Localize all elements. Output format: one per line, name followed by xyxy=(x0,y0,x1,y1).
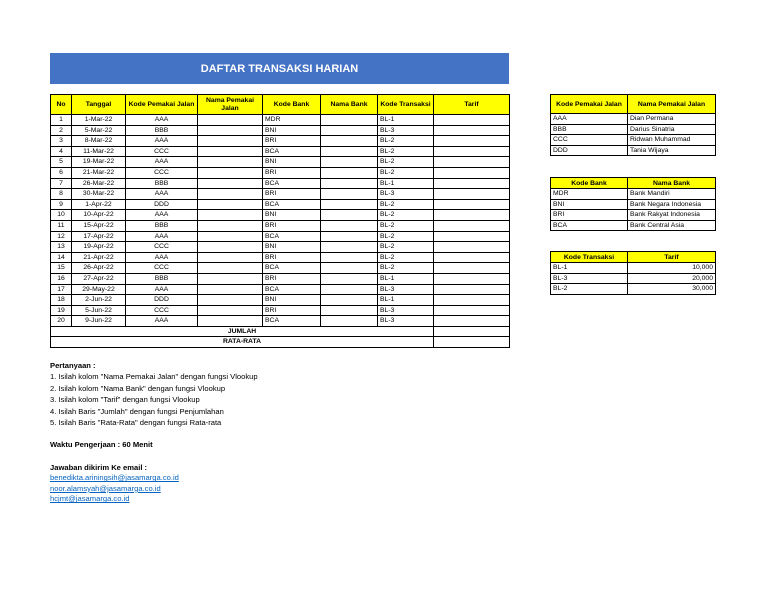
table-row xyxy=(51,189,510,200)
tarif-cell[interactable] xyxy=(434,157,510,168)
user-header-row xyxy=(551,95,716,114)
transaction-code-cell[interactable]: BL-3 xyxy=(378,305,434,316)
transaction-code-cell[interactable]: BL-3 xyxy=(378,284,434,295)
user-code-cell[interactable]: CCC xyxy=(126,167,198,178)
table-row xyxy=(551,124,716,135)
row-number[interactable]: 9 xyxy=(51,199,72,210)
user-name-cell[interactable] xyxy=(198,273,263,284)
user-name-cell[interactable] xyxy=(198,178,263,189)
column-header: Kode Bank xyxy=(263,95,321,115)
table-row xyxy=(551,263,716,274)
value-cell[interactable]: Tania Wijaya xyxy=(628,145,716,156)
transaction-code-cell[interactable]: BL-3 xyxy=(378,189,434,200)
tarif-cell[interactable] xyxy=(434,189,510,200)
column-header: Kode Transaksi xyxy=(551,252,628,263)
user-name-cell[interactable] xyxy=(198,263,263,274)
row-number[interactable]: 11 xyxy=(51,220,72,231)
table-row xyxy=(51,220,510,231)
value-cell[interactable]: 30,000 xyxy=(628,284,716,295)
transaction-body xyxy=(51,115,510,348)
bank-code-cell[interactable]: BNI xyxy=(263,157,321,168)
row-number[interactable]: 5 xyxy=(51,157,72,168)
date-cell[interactable]: 26-Apr-22 xyxy=(72,263,126,274)
row-number[interactable]: 20 xyxy=(51,316,72,327)
bank-name-cell[interactable] xyxy=(321,125,378,136)
average-row-value[interactable] xyxy=(434,337,510,348)
date-cell[interactable]: 27-Apr-22 xyxy=(72,273,126,284)
transaction-header-row xyxy=(51,95,510,115)
average-row-label: RATA-RATA xyxy=(51,337,434,348)
tarif-cell[interactable] xyxy=(434,199,510,210)
sum-row-value[interactable] xyxy=(434,326,510,337)
table-row xyxy=(51,210,510,221)
bank-code-cell[interactable]: BCA xyxy=(263,263,321,274)
column-header: Tarif xyxy=(628,252,716,263)
sum-row xyxy=(51,326,510,337)
value-cell[interactable]: Bank Rakyat Indonesia xyxy=(628,210,716,221)
date-cell[interactable]: 5-Mar-22 xyxy=(72,125,126,136)
bank-name-cell[interactable] xyxy=(321,115,378,126)
table-row xyxy=(551,199,716,210)
transaction-code-cell[interactable]: BL-2 xyxy=(378,199,434,210)
tarif-cell[interactable] xyxy=(434,231,510,242)
bank-name-cell[interactable] xyxy=(321,136,378,147)
row-number[interactable]: 12 xyxy=(51,231,72,242)
tarif-cell[interactable] xyxy=(434,295,510,306)
table-row xyxy=(51,199,510,210)
question-item: 4. Isilah Baris "Jumlah" dengan fungsi Penjumlahan xyxy=(50,406,224,416)
table-row xyxy=(51,167,510,178)
user-name-cell[interactable] xyxy=(198,316,263,327)
row-number[interactable]: 16 xyxy=(51,273,72,284)
user-code-cell[interactable]: CCC xyxy=(126,305,198,316)
date-cell[interactable]: 2-Jun-22 xyxy=(72,295,126,306)
email-link[interactable]: benedikta.ariningsih@jasamarga.co.id xyxy=(50,473,179,483)
bank-code-cell[interactable]: BNI xyxy=(263,295,321,306)
tarif-cell[interactable] xyxy=(434,220,510,231)
table-row xyxy=(551,135,716,146)
row-number[interactable]: 1 xyxy=(51,115,72,126)
table-row xyxy=(551,284,716,295)
user-code-cell[interactable]: AAA xyxy=(126,252,198,263)
user-body xyxy=(551,114,716,156)
bank-body xyxy=(551,189,716,231)
user-name-cell[interactable] xyxy=(198,252,263,263)
user-name-cell[interactable] xyxy=(198,305,263,316)
value-cell[interactable]: Bank Mandiri xyxy=(628,189,716,200)
bank-name-cell[interactable] xyxy=(321,231,378,242)
table-row xyxy=(51,273,510,284)
transaction-code-cell[interactable]: BL-1 xyxy=(378,295,434,306)
transaction-code-cell[interactable]: BL-2 xyxy=(378,231,434,242)
sheet-title: DAFTAR TRANSAKSI HARIAN xyxy=(50,53,509,84)
bank-name-cell[interactable] xyxy=(321,242,378,253)
user-code-cell[interactable]: AAA xyxy=(126,189,198,200)
user-code-cell[interactable]: AAA xyxy=(126,316,198,327)
table-row xyxy=(551,189,716,200)
transaction-code-cell[interactable]: BL-2 xyxy=(378,167,434,178)
date-cell[interactable]: 10-Apr-22 xyxy=(72,210,126,221)
code-cell[interactable]: BL-3 xyxy=(551,273,628,284)
value-cell[interactable]: Bank Negara Indonesia xyxy=(628,199,716,210)
table-row xyxy=(551,220,716,231)
row-number[interactable]: 8 xyxy=(51,189,72,200)
row-number[interactable]: 4 xyxy=(51,146,72,157)
date-cell[interactable]: 15-Apr-22 xyxy=(72,220,126,231)
table-row xyxy=(51,242,510,253)
column-header: Kode Pemakai Jalan xyxy=(551,95,628,114)
transaction-code-cell[interactable]: BL-2 xyxy=(378,136,434,147)
user-name-cell[interactable] xyxy=(198,284,263,295)
table-row xyxy=(51,125,510,136)
tarif-cell[interactable] xyxy=(434,178,510,189)
submit-heading: Jawaban dikirim Ke email : xyxy=(50,462,148,472)
bank-name-cell[interactable] xyxy=(321,295,378,306)
user-code-cell[interactable]: DDD xyxy=(126,199,198,210)
column-header: Nama Pemakai Jalan xyxy=(198,95,263,115)
column-header: Tanggal xyxy=(72,95,126,115)
bank-code-cell[interactable]: BNI xyxy=(263,242,321,253)
user-code-cell[interactable]: CCC xyxy=(126,263,198,274)
bank-code-cell[interactable]: BCA xyxy=(263,199,321,210)
column-header: Kode Transaksi xyxy=(378,95,434,115)
question-item: 5. Isilah Baris "Rata-Rata" dengan fungsi Rata-rata xyxy=(50,418,222,428)
table-row xyxy=(51,263,510,274)
column-header: Kode Pemakai Jalan xyxy=(126,95,198,115)
code-cell[interactable]: BRI xyxy=(551,210,628,221)
code-cell[interactable]: BBB xyxy=(551,124,628,135)
bank-name-cell[interactable] xyxy=(321,284,378,295)
tarif-cell[interactable] xyxy=(434,167,510,178)
user-code-cell[interactable]: CCC xyxy=(126,242,198,253)
row-number[interactable]: 13 xyxy=(51,242,72,253)
column-header: Kode Bank xyxy=(551,178,628,189)
table-row xyxy=(51,295,510,306)
bank-code-cell[interactable]: MDR xyxy=(263,115,321,126)
user-code-cell[interactable]: DDD xyxy=(126,295,198,306)
user-name-cell[interactable] xyxy=(198,210,263,221)
time-note: Waktu Pengerjaan : 60 Menit xyxy=(50,440,153,450)
bank-code-cell[interactable]: BNI xyxy=(263,125,321,136)
bank-lookup-table xyxy=(550,177,716,231)
bank-code-cell[interactable]: BNI xyxy=(263,210,321,221)
tarif-body xyxy=(551,263,716,295)
bank-code-cell[interactable]: BRI xyxy=(263,167,321,178)
bank-name-cell[interactable] xyxy=(321,316,378,327)
date-cell[interactable]: 5-Jun-22 xyxy=(72,305,126,316)
bank-code-cell[interactable]: BRI xyxy=(263,189,321,200)
user-code-cell[interactable]: AAA xyxy=(126,136,198,147)
column-header: Nama Pemakai Jalan xyxy=(628,95,716,114)
date-cell[interactable]: 11-Mar-22 xyxy=(72,146,126,157)
tarif-cell[interactable] xyxy=(434,136,510,147)
table-row xyxy=(51,136,510,147)
user-code-cell[interactable]: BBB xyxy=(126,220,198,231)
date-cell[interactable]: 30-Mar-22 xyxy=(72,189,126,200)
user-name-cell[interactable] xyxy=(198,199,263,210)
user-name-cell[interactable] xyxy=(198,220,263,231)
table-row xyxy=(551,114,716,125)
table-row xyxy=(551,145,716,156)
tarif-cell[interactable] xyxy=(434,115,510,126)
table-row xyxy=(551,210,716,221)
row-number[interactable]: 18 xyxy=(51,295,72,306)
bank-name-cell[interactable] xyxy=(321,252,378,263)
value-cell[interactable]: Ridwan Muhammad xyxy=(628,135,716,146)
row-number[interactable]: 3 xyxy=(51,136,72,147)
code-cell[interactable]: BNI xyxy=(551,199,628,210)
column-header: Nama Bank xyxy=(321,95,378,115)
code-cell[interactable]: BCA xyxy=(551,220,628,231)
user-name-cell[interactable] xyxy=(198,189,263,200)
tarif-cell[interactable] xyxy=(434,146,510,157)
bank-name-cell[interactable] xyxy=(321,263,378,274)
bank-header-row xyxy=(551,178,716,189)
bank-name-cell[interactable] xyxy=(321,167,378,178)
transaction-code-cell[interactable]: BL-2 xyxy=(378,220,434,231)
bank-code-cell[interactable]: BRI xyxy=(263,136,321,147)
tarif-header-row xyxy=(551,252,716,263)
table-row xyxy=(51,146,510,157)
question-item: 3. Isilah kolom "Tarif" dengan fungsi Vlookup xyxy=(50,395,200,405)
user-name-cell[interactable] xyxy=(198,231,263,242)
row-number[interactable]: 14 xyxy=(51,252,72,263)
transaction-code-cell[interactable]: BL-2 xyxy=(378,210,434,221)
user-name-cell[interactable] xyxy=(198,136,263,147)
user-code-cell[interactable]: BBB xyxy=(126,178,198,189)
tarif-cell[interactable] xyxy=(434,284,510,295)
user-name-cell[interactable] xyxy=(198,157,263,168)
code-cell[interactable]: MDR xyxy=(551,189,628,200)
date-cell[interactable]: 29-May-22 xyxy=(72,284,126,295)
row-number[interactable]: 19 xyxy=(51,305,72,316)
questions-heading: Pertanyaan : xyxy=(50,361,96,370)
tarif-cell[interactable] xyxy=(434,305,510,316)
tarif-cell[interactable] xyxy=(434,252,510,263)
date-cell[interactable]: 1-Mar-22 xyxy=(72,115,126,126)
bank-name-cell[interactable] xyxy=(321,305,378,316)
user-code-cell[interactable]: AAA xyxy=(126,231,198,242)
bank-name-cell[interactable] xyxy=(321,157,378,168)
code-cell[interactable]: DDD xyxy=(551,145,628,156)
average-row xyxy=(51,337,510,348)
user-name-cell[interactable] xyxy=(198,167,263,178)
date-cell[interactable]: 21-Apr-22 xyxy=(72,252,126,263)
value-cell[interactable]: 20,000 xyxy=(628,273,716,284)
bank-code-cell[interactable]: BRI xyxy=(263,305,321,316)
row-number[interactable]: 17 xyxy=(51,284,72,295)
transaction-code-cell[interactable]: BL-1 xyxy=(378,273,434,284)
row-number[interactable]: 15 xyxy=(51,263,72,274)
date-cell[interactable]: 17-Apr-22 xyxy=(72,231,126,242)
date-cell[interactable]: 26-Mar-22 xyxy=(72,178,126,189)
table-row xyxy=(51,252,510,263)
value-cell[interactable]: Dian Permana xyxy=(628,114,716,125)
code-cell[interactable]: BL-2 xyxy=(551,284,628,295)
date-cell[interactable]: 1-Apr-22 xyxy=(72,199,126,210)
value-cell[interactable]: 10,000 xyxy=(628,263,716,274)
transaction-code-cell[interactable]: BL-2 xyxy=(378,157,434,168)
transaction-table xyxy=(50,94,510,348)
transaction-code-cell[interactable]: BL-2 xyxy=(378,146,434,157)
bank-code-cell[interactable]: BRI xyxy=(263,273,321,284)
transaction-code-cell[interactable]: BL-1 xyxy=(378,178,434,189)
column-header: Nama Bank xyxy=(628,178,716,189)
code-cell[interactable]: AAA xyxy=(551,114,628,125)
table-row xyxy=(51,305,510,316)
user-name-cell[interactable] xyxy=(198,146,263,157)
bank-name-cell[interactable] xyxy=(321,189,378,200)
row-number[interactable]: 10 xyxy=(51,210,72,221)
date-cell[interactable]: 21-Mar-22 xyxy=(72,167,126,178)
user-code-cell[interactable]: AAA xyxy=(126,284,198,295)
user-name-cell[interactable] xyxy=(198,125,263,136)
user-code-cell[interactable]: AAA xyxy=(126,210,198,221)
bank-name-cell[interactable] xyxy=(321,146,378,157)
tarif-cell[interactable] xyxy=(434,263,510,274)
code-cell[interactable]: BL-1 xyxy=(551,263,628,274)
row-number[interactable]: 2 xyxy=(51,125,72,136)
value-cell[interactable]: Darius Sinatria xyxy=(628,124,716,135)
date-cell[interactable]: 19-Mar-22 xyxy=(72,157,126,168)
table-row xyxy=(51,284,510,295)
user-code-cell[interactable]: BBB xyxy=(126,273,198,284)
transaction-code-cell[interactable]: BL-3 xyxy=(378,316,434,327)
value-cell[interactable]: Bank Central Asia xyxy=(628,220,716,231)
column-header: Tarif xyxy=(434,95,510,115)
table-row xyxy=(51,316,510,327)
question-item: 2. Isilah kolom "Nama Bank" dengan fungsi Vlookup xyxy=(50,383,226,393)
tarif-lookup-table xyxy=(550,251,716,295)
tarif-cell[interactable] xyxy=(434,210,510,221)
bank-code-cell[interactable]: BCA xyxy=(263,316,321,327)
transaction-code-cell[interactable]: BL-2 xyxy=(378,252,434,263)
table-row xyxy=(551,273,716,284)
email-link[interactable]: noor.alamsyah@jasamarga.co.id xyxy=(50,483,161,493)
bank-name-cell[interactable] xyxy=(321,199,378,210)
date-cell[interactable]: 8-Mar-22 xyxy=(72,136,126,147)
column-header: No xyxy=(51,95,72,115)
bank-code-cell[interactable]: BCA xyxy=(263,231,321,242)
date-cell[interactable]: 19-Apr-22 xyxy=(72,242,126,253)
user-code-cell[interactable]: AAA xyxy=(126,115,198,126)
bank-code-cell[interactable]: BCA xyxy=(263,146,321,157)
transaction-code-cell[interactable]: BL-3 xyxy=(378,125,434,136)
tarif-cell[interactable] xyxy=(434,125,510,136)
tarif-cell[interactable] xyxy=(434,242,510,253)
question-item: 1. Isilah kolom "Nama Pemakai Jalan" dengan fungsi Vlookup xyxy=(50,372,258,382)
row-number[interactable]: 7 xyxy=(51,178,72,189)
user-name-cell[interactable] xyxy=(198,242,263,253)
bank-name-cell[interactable] xyxy=(321,178,378,189)
bank-name-cell[interactable] xyxy=(321,273,378,284)
bank-code-cell[interactable]: BCA xyxy=(263,178,321,189)
table-row xyxy=(51,231,510,242)
bank-name-cell[interactable] xyxy=(321,220,378,231)
user-code-cell[interactable]: BBB xyxy=(126,125,198,136)
table-row xyxy=(51,115,510,126)
user-name-cell[interactable] xyxy=(198,115,263,126)
table-row xyxy=(51,157,510,168)
transaction-code-cell[interactable]: BL-2 xyxy=(378,242,434,253)
row-number[interactable]: 6 xyxy=(51,167,72,178)
bank-code-cell[interactable]: BCA xyxy=(263,284,321,295)
tarif-cell[interactable] xyxy=(434,316,510,327)
bank-code-cell[interactable]: BRI xyxy=(263,220,321,231)
code-cell[interactable]: CCC xyxy=(551,135,628,146)
table-row xyxy=(51,178,510,189)
user-lookup-table xyxy=(550,94,716,156)
bank-name-cell[interactable] xyxy=(321,210,378,221)
transaction-code-cell[interactable]: BL-2 xyxy=(378,263,434,274)
user-code-cell[interactable]: AAA xyxy=(126,157,198,168)
email-link[interactable]: hcjmt@jasamarga.co.id xyxy=(50,494,130,504)
tarif-cell[interactable] xyxy=(434,273,510,284)
transaction-code-cell[interactable]: BL-1 xyxy=(378,115,434,126)
date-cell[interactable]: 9-Jun-22 xyxy=(72,316,126,327)
instructions xyxy=(50,360,258,505)
bank-code-cell[interactable]: BRI xyxy=(263,252,321,263)
user-name-cell[interactable] xyxy=(198,295,263,306)
sum-row-label: JUMLAH xyxy=(51,326,434,337)
user-code-cell[interactable]: CCC xyxy=(126,146,198,157)
